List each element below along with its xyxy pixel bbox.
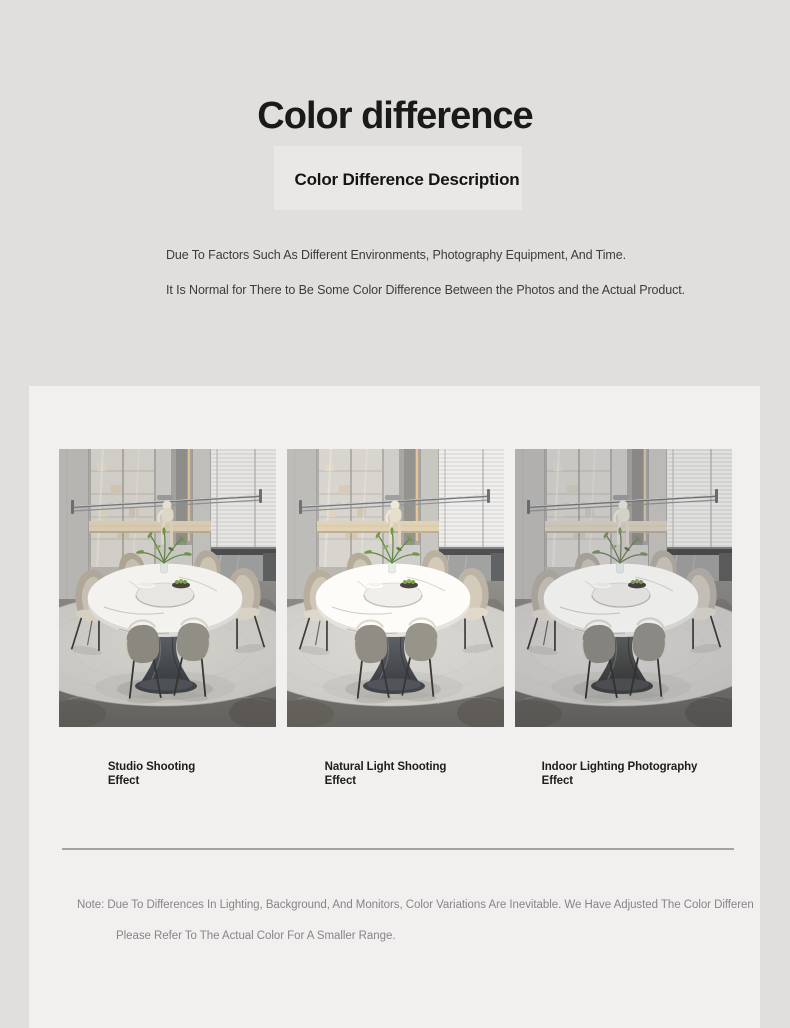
note-line-1: Note: Due To Differences In Lighting, Background, And Monitors, Color Variations Are Inevitable. We Have Adjusted The Color Differen (77, 899, 754, 911)
divider-line (62, 848, 734, 850)
photo-row (59, 449, 732, 727)
product-photo-studio (59, 449, 276, 727)
product-photo-natural-light (287, 449, 504, 727)
photo-caption-natural-light: Natural Light Shooting Effect (324, 761, 447, 787)
comparison-panel (29, 386, 760, 1028)
photo-caption-studio: Studio Shooting Effect (107, 761, 196, 787)
description-line-1: Due To Factors Such As Different Environments, Photography Equipment, And Time. (166, 248, 626, 262)
description-line-2: It Is Normal for There to Be Some Color Difference Between the Photos and the Actual Product. (166, 283, 685, 297)
product-photo-indoor-lighting (515, 449, 732, 727)
dining-table-scene-image (515, 449, 732, 727)
caption-row (59, 761, 732, 788)
dining-table-scene-image (287, 449, 504, 727)
section-subtitle: Color Difference Description (294, 170, 520, 189)
note-line-2: Please Refer To The Actual Color For A Smaller Range. (116, 930, 396, 942)
dining-table-scene-image (59, 449, 276, 727)
page-title: Color difference (257, 95, 533, 137)
photo-caption-indoor-lighting: Indoor Lighting Photography Effect (541, 761, 698, 787)
